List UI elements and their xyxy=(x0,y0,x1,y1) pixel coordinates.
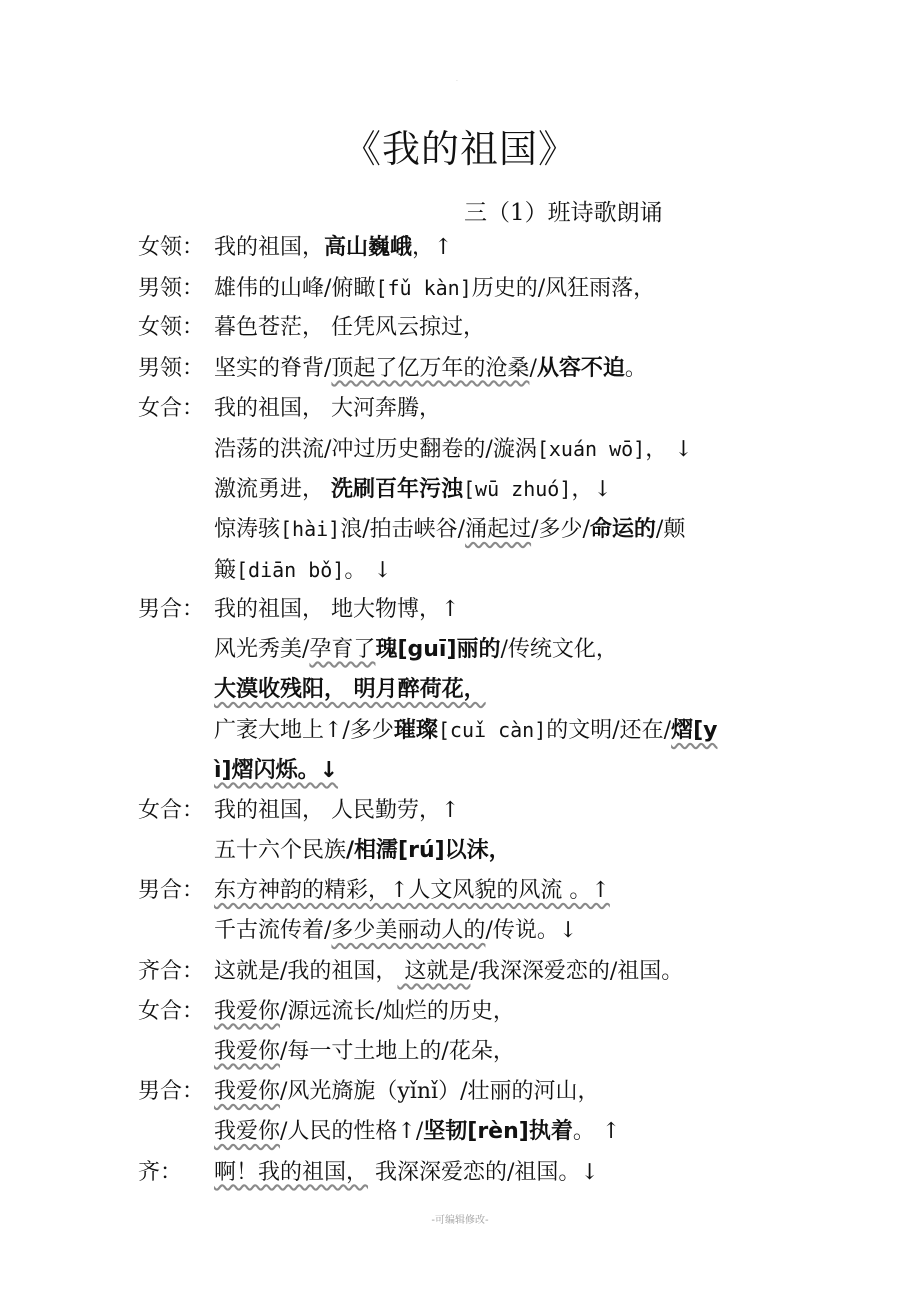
line-text: /我深深爱恋的/祖国。 xyxy=(470,958,684,984)
line-text: 熠[y xyxy=(671,718,718,744)
line-text: ， ↓ xyxy=(645,437,693,462)
poem-line xyxy=(214,1038,894,1078)
line-text: ，↓ xyxy=(571,477,612,503)
poem-line xyxy=(138,998,818,1038)
speaker-label: 齐合： xyxy=(138,958,205,984)
line-text: 啊！我的祖国， xyxy=(214,1159,369,1185)
poem-line xyxy=(214,837,894,877)
poem-line xyxy=(138,355,818,395)
speaker-label: 男合： xyxy=(138,878,205,904)
line-text: /多少/ xyxy=(531,517,590,543)
line-text: 。 ↓ xyxy=(344,557,392,583)
speaker-label: 男合： xyxy=(138,596,205,622)
line-text: 我爱你 xyxy=(214,998,281,1024)
speaker-label: 男领： xyxy=(138,276,205,302)
poem-line xyxy=(138,596,818,636)
line-text: 瑰[guī]丽的 xyxy=(375,637,501,662)
line-text: 这就是 xyxy=(397,958,471,984)
line-text: 惊涛骇 xyxy=(214,517,281,543)
line-text: 顶起了亿万年的沧桑 xyxy=(331,355,530,381)
page-footer: -可编辑修改- xyxy=(431,1215,489,1226)
line-text: 浩荡的洪流/冲过历史翻卷的/漩涡 xyxy=(214,437,537,462)
line-text: 五十六个民族 xyxy=(214,838,347,863)
line-text: 的文明/还在/ xyxy=(546,718,672,744)
poem-line xyxy=(214,475,894,515)
line-text: 我的祖国， xyxy=(214,235,325,260)
line-text: 东方神韵的精彩，↑人文风貌的风流 。↑ xyxy=(214,878,610,904)
header-dot: · xyxy=(456,78,458,85)
line-text: 命运的 xyxy=(589,517,656,543)
line-text: 这就是/我的祖国， xyxy=(214,958,398,984)
poem-line xyxy=(138,958,818,998)
line-text: 千古流传着/ xyxy=(214,918,332,944)
line-text: 暮色苍茫， 任凭风云掠过， xyxy=(214,315,485,341)
poem-line xyxy=(214,917,894,957)
line-text: /颠 xyxy=(655,517,686,543)
poem-line xyxy=(214,757,894,797)
line-text: 我深深爱恋的/祖国。↓ xyxy=(368,1159,599,1185)
speaker-label: 女领： xyxy=(138,235,205,260)
poem-line xyxy=(138,274,818,314)
pinyin-annotation: [wū zhuó] xyxy=(463,477,572,502)
line-text: 激流勇进， xyxy=(214,477,331,503)
speaker-label: 男领： xyxy=(138,355,205,381)
line-text: 大漠收残阳， 明月醉荷花， xyxy=(214,677,486,703)
poem-line xyxy=(214,435,894,475)
poem-line xyxy=(138,797,818,837)
poem-line xyxy=(214,556,894,596)
line-text: 我爱你 xyxy=(214,1119,281,1145)
line-text: 涌起过 xyxy=(465,517,532,543)
poem-line xyxy=(138,234,818,274)
line-text: 我的祖国， 地大物博，↑ xyxy=(214,596,460,622)
line-text: 。 xyxy=(624,355,647,381)
line-text: /源远流长/灿烂的历史， xyxy=(280,998,515,1024)
poem-line xyxy=(138,1078,818,1118)
line-text: / xyxy=(529,355,537,381)
line-text: /风光旖旎（yǐnǐ）/壮丽的河山， xyxy=(280,1079,600,1105)
line-text: 多少美丽动人的 xyxy=(331,918,486,944)
pinyin-annotation: [cuǐ càn] xyxy=(437,718,547,743)
speaker-label: 齐： xyxy=(138,1159,183,1185)
line-text: 簸 xyxy=(214,557,237,583)
poem-line xyxy=(138,395,818,435)
line-text: /相濡[rú]以沫， xyxy=(346,838,511,863)
pinyin-annotation: [fǔ kàn] xyxy=(375,276,472,301)
line-text: /传统文化， xyxy=(500,637,618,662)
poem-line xyxy=(138,877,818,917)
line-text: ì]熠闪烁。↓ xyxy=(214,757,339,783)
speaker-label: 女领： xyxy=(138,315,205,341)
line-text: 。 ↑ xyxy=(572,1119,621,1145)
poem-title: 《我的祖国》 xyxy=(342,127,577,171)
poem-line xyxy=(138,314,818,354)
poem-line xyxy=(214,636,894,676)
line-text: /传说。↓ xyxy=(485,918,578,944)
poem-line xyxy=(214,716,894,756)
pinyin-annotation: [hài] xyxy=(280,517,341,542)
line-text: ，↑ xyxy=(412,235,453,260)
pinyin-annotation: [diān bǒ] xyxy=(236,557,345,582)
line-text: 风光秀美/ xyxy=(214,637,310,662)
poem-line xyxy=(214,515,894,555)
pinyin-annotation: [xuán wō] xyxy=(536,437,646,461)
line-text: 坚韧[rèn]执着 xyxy=(423,1119,573,1145)
line-text: 我的祖国， 大河奔腾， xyxy=(214,395,441,421)
line-text: 坚实的脊背/ xyxy=(214,355,332,381)
speaker-label: 男合： xyxy=(138,1079,205,1105)
poem-line xyxy=(214,676,894,716)
line-text: 高山巍峨 xyxy=(324,235,413,260)
line-text: 雄伟的山峰/俯瞰 xyxy=(214,276,376,302)
poem-line xyxy=(138,1159,818,1199)
line-text: 璀璨 xyxy=(393,718,438,744)
line-text: /每一寸土地上的/花朵， xyxy=(280,1039,515,1064)
speaker-label: 女合： xyxy=(138,395,205,421)
line-text: 孕育了 xyxy=(309,637,376,662)
line-text: 洗刷百年污浊 xyxy=(331,477,464,503)
line-text: 从容不迫 xyxy=(536,355,625,381)
poem-subtitle: 三（1）班诗歌朗诵 xyxy=(464,200,663,226)
speaker-label: 女合： xyxy=(138,797,205,823)
poem-line xyxy=(214,1118,894,1158)
line-text: 我爱你 xyxy=(214,1079,281,1105)
line-text: 我的祖国， 人民勤劳，↑ xyxy=(214,797,460,823)
line-text: 广袤大地上↑/多少 xyxy=(214,718,394,744)
speaker-label: 女合： xyxy=(138,998,205,1024)
line-text: /人民的性格↑/ xyxy=(280,1119,424,1145)
line-text: 历史的/风狂雨落， xyxy=(471,276,656,302)
line-text: 我爱你 xyxy=(214,1039,281,1064)
line-text: 浪/拍击峡谷/ xyxy=(340,517,466,543)
